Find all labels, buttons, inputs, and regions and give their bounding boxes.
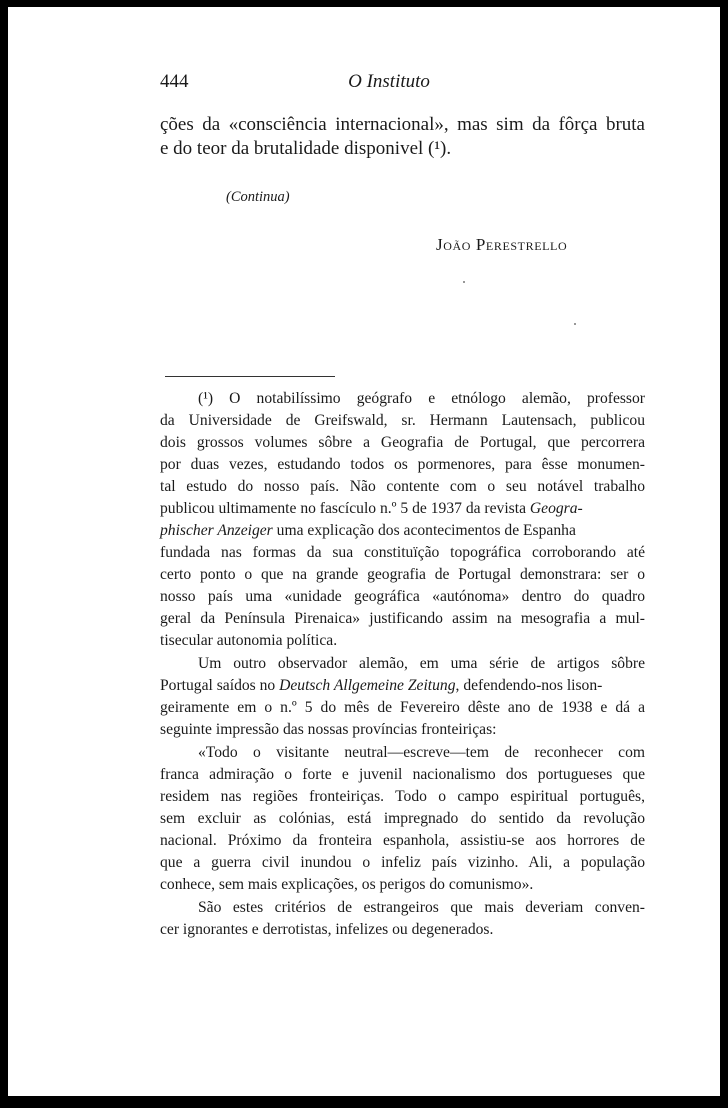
body-line: e do teor da brutalidade disponivel (¹). [160, 138, 452, 159]
footnote-line: cer ignorantes e derrotistas, infelizes ou degenerados. [160, 921, 494, 938]
footnote-line: seguinte impressão das nossas províncias fronteiriças: [160, 721, 497, 738]
page-number: 444 [160, 71, 189, 92]
print-speck [463, 281, 465, 283]
footnote-text: uma explicação dos acontecimentos de Espanha [272, 522, 576, 539]
footnote-line: sem excluir as colónias, está impregnado do sentido da revolução [160, 810, 645, 827]
newspaper-name: Deutsch Allgemeine Zeitung [279, 677, 456, 694]
footnote-text: Portugal saídos no [160, 677, 280, 694]
continua-note: (Continua) [226, 189, 290, 205]
footnote-text: , defendendo-nos lison- [455, 677, 603, 694]
footnote-line: nosso país uma «unidade geográfica «autónoma» dentro do quadro [160, 588, 645, 605]
footnote-line: da Universidade de Greifswald, sr. Hermann Lautensach, publicou [160, 412, 645, 429]
document-page [8, 7, 720, 1096]
footnote-text: publicou ultimamente no fascículo n.º 5 de 1937 da revista [160, 500, 530, 517]
footnote-line: conhece, sem mais explicações, os perigos do comunismo». [160, 876, 534, 893]
footnote-line [160, 675, 645, 697]
journal-name: phischer Anzeiger [160, 522, 273, 539]
body-line: ções da «consciência internacional», mas sim da fôrça bruta [160, 114, 645, 135]
footnote-line: certo ponto o que na grande geografia de Portugal demonstrara: ser o [160, 566, 645, 583]
footnote-line: residem nas regiões fronteiriças. Todo o campo espiritual português, [160, 788, 645, 805]
footnote-line: que a guerra civil inundou o infeliz país vizinho. Ali, a população [160, 854, 645, 871]
footnote-line: «Todo o visitante neutral—escreve—tem de reconhecer com [198, 744, 645, 761]
footnote-line: geiramente em o n.º 5 do mês de Fevereiro dêste ano de 1938 e dá a [160, 699, 645, 716]
footnote-line: São estes critérios de estrangeiros que mais deveriam conven- [198, 899, 645, 916]
footnote-line: nacional. Próximo da fronteira espanhola, assistiu-se aos horrores de [160, 832, 645, 849]
footnote-line [160, 520, 645, 542]
journal-title: O Instituto [348, 71, 430, 92]
running-head [8, 71, 720, 97]
footnote-rule [165, 376, 335, 377]
footnote-line: tal estudo do nosso país. Não contente com o seu notável trabalho [160, 478, 645, 495]
footnote-line: dois grossos volumes sôbre a Geografia de Portugal, que percorrera [160, 434, 645, 451]
footnote-line: geral da Península Pirenaica» justificando assim na mesografia a mul- [160, 610, 645, 627]
journal-name: Geogra- [529, 500, 583, 517]
author-signature: João Perestrello [436, 235, 568, 254]
footnote-line: Um outro observador alemão, em uma série de artigos sôbre [198, 655, 645, 672]
footnote-line: por duas vezes, estudando todos os pormenores, para êsse monumen- [160, 456, 645, 473]
footnote-line [160, 498, 645, 520]
footnote-line: tisecular autonomia política. [160, 632, 338, 649]
footnote-line: franca admiração o forte e juvenil nacionalismo dos portugueses que [160, 766, 645, 783]
footnote-line: fundada nas formas da sua constituïção topográfica corroborando até [160, 544, 645, 561]
print-speck [574, 323, 576, 325]
footnote-line: (¹) O notabilíssimo geógrafo e etnólogo alemão, professor [198, 390, 645, 407]
